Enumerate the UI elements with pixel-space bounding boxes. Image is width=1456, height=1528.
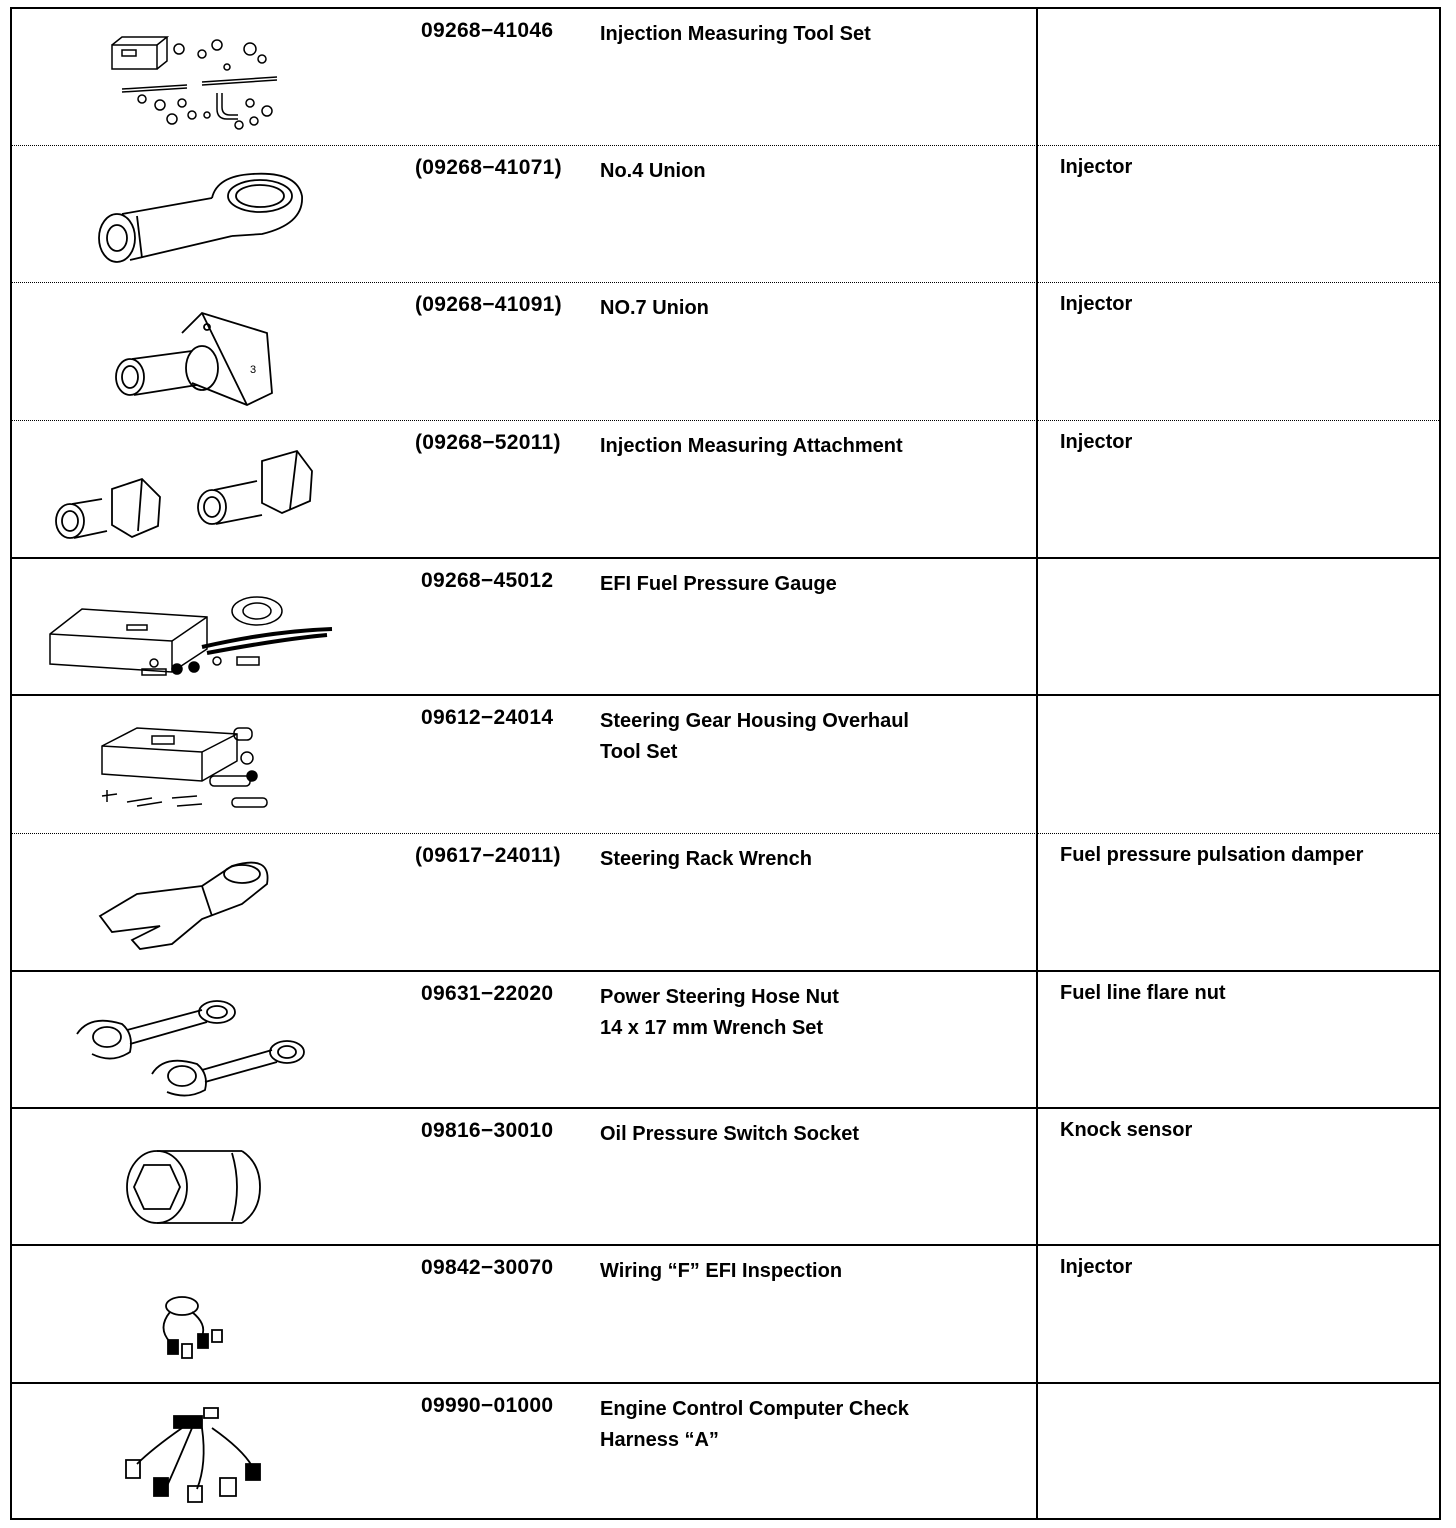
tool-name: Steering Gear Housing Overhaul Tool Set: [600, 710, 909, 763]
part-number: 09990−01000: [421, 1394, 554, 1417]
part-number: 09842−30070: [421, 1256, 554, 1279]
tool-name: Engine Control Computer Check Harness “A”: [600, 1398, 909, 1451]
union-icon: [42, 156, 382, 274]
tool-name: Power Steering Hose Nut 14 x 17 mm Wrench Set: [600, 986, 839, 1039]
part-number: 09268−45012: [421, 569, 554, 592]
tool-name: Steering Rack Wrench: [600, 848, 812, 870]
tool-name: EFI Fuel Pressure Gauge: [600, 573, 837, 595]
table-row: [12, 834, 1439, 972]
tool-use: Fuel line flare nut: [1060, 982, 1226, 1004]
table-row: [12, 283, 1439, 421]
flare-nut-wrench-icon: [42, 982, 382, 1100]
overhaul-tool-set-icon: [42, 706, 382, 824]
rack-wrench-icon: [42, 844, 382, 962]
tool-name: Oil Pressure Switch Socket: [600, 1123, 859, 1145]
tool-name: Injection Measuring Attachment: [600, 435, 903, 457]
part-number: 09268−41046: [421, 19, 554, 42]
part-number: (09268−41091): [415, 293, 562, 316]
tool-name: No.4 Union: [600, 160, 706, 182]
tool-use: Injector: [1060, 293, 1133, 315]
part-number: (09617−24011): [415, 844, 561, 867]
part-number: 09816−30010: [421, 1119, 554, 1142]
wiring-icon: [42, 1256, 382, 1374]
special-tools-table: [10, 7, 1441, 1520]
table-row: [12, 421, 1439, 559]
tool-use: Injector: [1060, 1256, 1133, 1278]
table-row: [12, 972, 1439, 1109]
tool-use: Knock sensor: [1060, 1119, 1193, 1141]
attachment-icon: [42, 431, 382, 549]
part-number: (09268−41071): [415, 156, 562, 179]
part-number: (09268−52011): [415, 431, 561, 454]
table-row: [12, 146, 1439, 283]
tool-name: Wiring “F” EFI Inspection: [600, 1260, 843, 1282]
tool-name: Injection Measuring Tool Set: [600, 23, 871, 45]
tool-use: Injector: [1060, 431, 1133, 453]
table-row: [12, 1246, 1439, 1384]
table-row: [12, 559, 1439, 696]
part-number: 09612−24014: [421, 706, 554, 729]
tool-name: NO.7 Union: [600, 297, 709, 319]
table-row: [12, 696, 1439, 834]
pressure-gauge-kit-icon: [42, 569, 382, 687]
flange-union-icon: [42, 293, 382, 411]
table-row: [12, 1384, 1439, 1518]
svg-text:3: 3: [250, 364, 257, 376]
column-divider: [1036, 9, 1038, 1518]
check-harness-icon: [42, 1394, 382, 1512]
tool-use: Injector: [1060, 156, 1133, 178]
part-number: 09631−22020: [421, 982, 554, 1005]
table-row: [12, 1109, 1439, 1246]
table-row: [12, 9, 1439, 146]
tool-use: Fuel pressure pulsation damper: [1060, 844, 1364, 866]
tool-set-icon: [42, 19, 382, 137]
socket-icon: [42, 1119, 382, 1237]
